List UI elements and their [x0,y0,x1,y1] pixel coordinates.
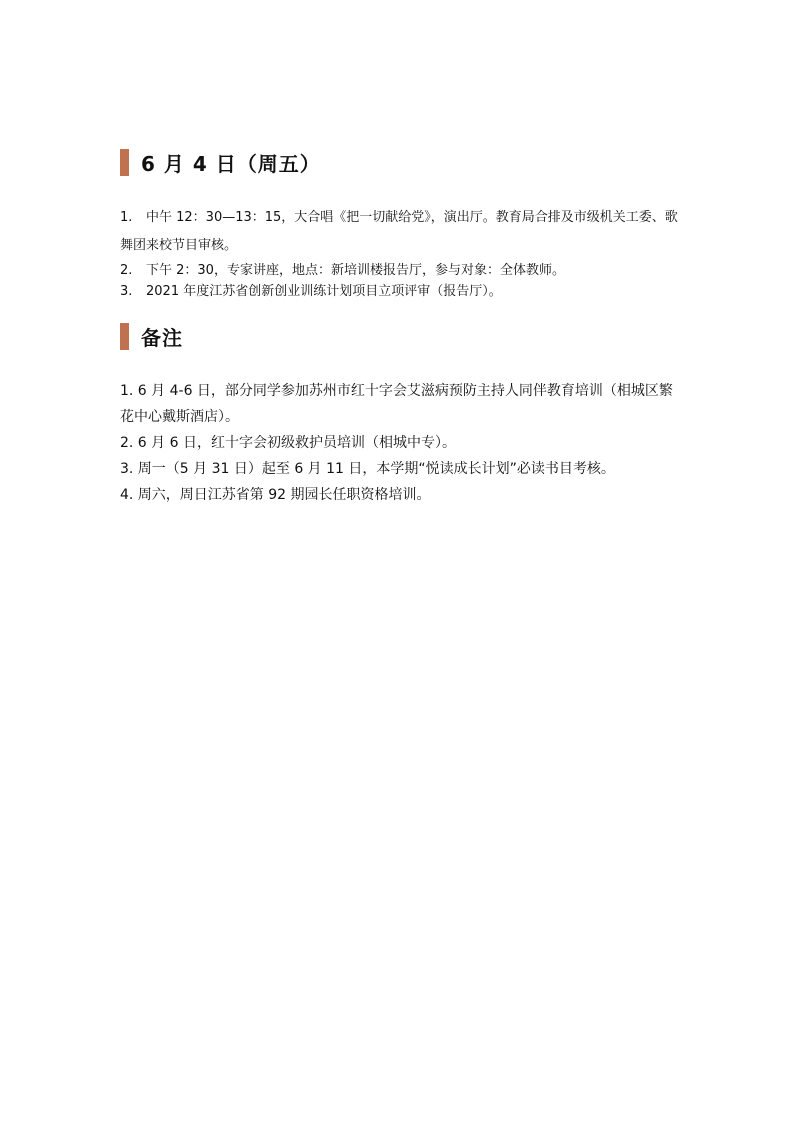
list-item [120,260,680,281]
list-item: 4. 周六，周日江苏省第 92 期园长任职资格培训。 [120,487,431,503]
section-heading-notes [120,322,183,350]
list-item: 2. 6 月 6 日，红十字会初级救护员培训（相城中专）。 [120,435,456,451]
notes-list [120,378,680,508]
item-text: 下午 2：30，专家讲座，地点：新培训楼报告厅，参与对象：全体教师。 [146,263,565,278]
section-title: 备注 [141,325,183,350]
item-number: 3. [120,284,133,299]
item-text: 中午 12：30—13：15，大合唱《把一切献给党》，演出厅。教育局合排及市级机关工委、歌舞团来校节目审核。 [120,210,678,253]
section-heading-june-4 [120,148,321,176]
item-text: 2021 年度江苏省创新创业训练计划项目立项评审（报告厅）。 [146,284,502,299]
heading-accent-bar [120,149,129,176]
item-number: 2. [120,263,133,278]
list-item: 3. 周一（5 月 31 日）起至 6 月 11 日，本学期“悦读成长计划”必读书目考核。 [120,461,615,477]
list-item [120,204,680,260]
list-item [120,281,680,302]
schedule-list [120,204,680,302]
heading-accent-bar [120,323,129,350]
section-title: 6 月 4 日（周五） [141,151,321,176]
item-number: 1. [120,210,133,225]
list-item: 1. 6 月 4-6 日，部分同学参加苏州市红十字会艾滋病预防主持人同伴教育培训（相城区繁花中心戴斯酒店）。 [120,383,673,425]
